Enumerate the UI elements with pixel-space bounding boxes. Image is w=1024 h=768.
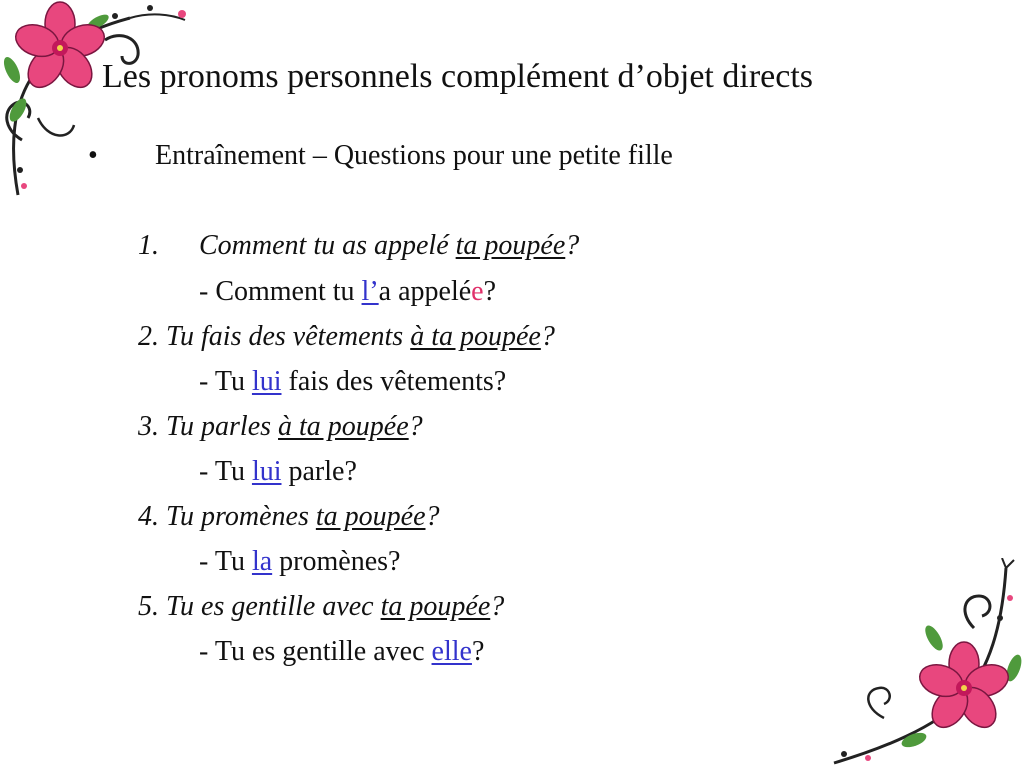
question-mark: ?: [408, 411, 423, 442]
answer-text: a appelé: [378, 276, 472, 307]
question-number: 3.: [138, 411, 159, 442]
answer-text: - Tu: [199, 546, 252, 577]
question-number: 2.: [138, 321, 159, 352]
question-3: [138, 411, 423, 443]
bullet-dot: •: [88, 140, 98, 171]
question-number: 1.: [138, 230, 159, 261]
answer-5: [199, 636, 484, 668]
answer-text: promènes?: [272, 546, 401, 577]
flower-corner-icon: [824, 558, 1024, 768]
answer-4: [199, 546, 400, 578]
answer-pronoun: l’: [361, 276, 379, 307]
question-4: [138, 501, 440, 533]
answer-3: [199, 456, 357, 488]
answer-pronoun: elle: [431, 636, 472, 667]
answer-2: [199, 366, 506, 398]
answer-text: - Tu es gentille avec: [199, 636, 432, 667]
question-target: ta poupée: [380, 591, 491, 622]
question-target: à ta poupée: [278, 411, 409, 442]
question-5: [138, 591, 504, 623]
answer-text: parle?: [281, 456, 357, 487]
question-text: Comment tu as appelé: [199, 230, 456, 261]
answer-pronoun: lui: [251, 456, 282, 487]
question-mark: ?: [425, 501, 440, 532]
answer-pronoun: lui: [251, 366, 282, 397]
answer-text: ?: [471, 636, 485, 667]
question-mark: ?: [540, 321, 555, 352]
answer-1: [199, 276, 496, 308]
bullet-text: Entraînement – Questions pour une petite fille: [155, 140, 673, 171]
answer-text: - Tu: [199, 366, 252, 397]
answer-text: - Tu: [199, 456, 252, 487]
answer-text: ?: [483, 276, 497, 307]
question-number: 5.: [138, 591, 159, 622]
question-text: Tu promènes: [159, 501, 316, 532]
question-target: à ta poupée: [410, 321, 541, 352]
slide-title: Les pronoms personnels complément d’objet directs: [102, 58, 813, 95]
answer-text: fais des vêtements?: [281, 366, 507, 397]
question-text: Tu es gentille avec: [159, 591, 381, 622]
agreement-ending: e: [471, 276, 484, 307]
question-text: Tu fais des vêtements: [159, 321, 411, 352]
question-text: Tu parles: [159, 411, 279, 442]
answer-pronoun: la: [251, 546, 273, 577]
question-target: ta poupée: [315, 501, 426, 532]
question-mark: ?: [565, 230, 580, 261]
answer-text: - Comment tu: [199, 276, 362, 307]
question-target: ta poupée: [455, 230, 566, 261]
question-mark: ?: [490, 591, 505, 622]
question-number: 4.: [138, 501, 159, 532]
question-2: [138, 321, 555, 353]
